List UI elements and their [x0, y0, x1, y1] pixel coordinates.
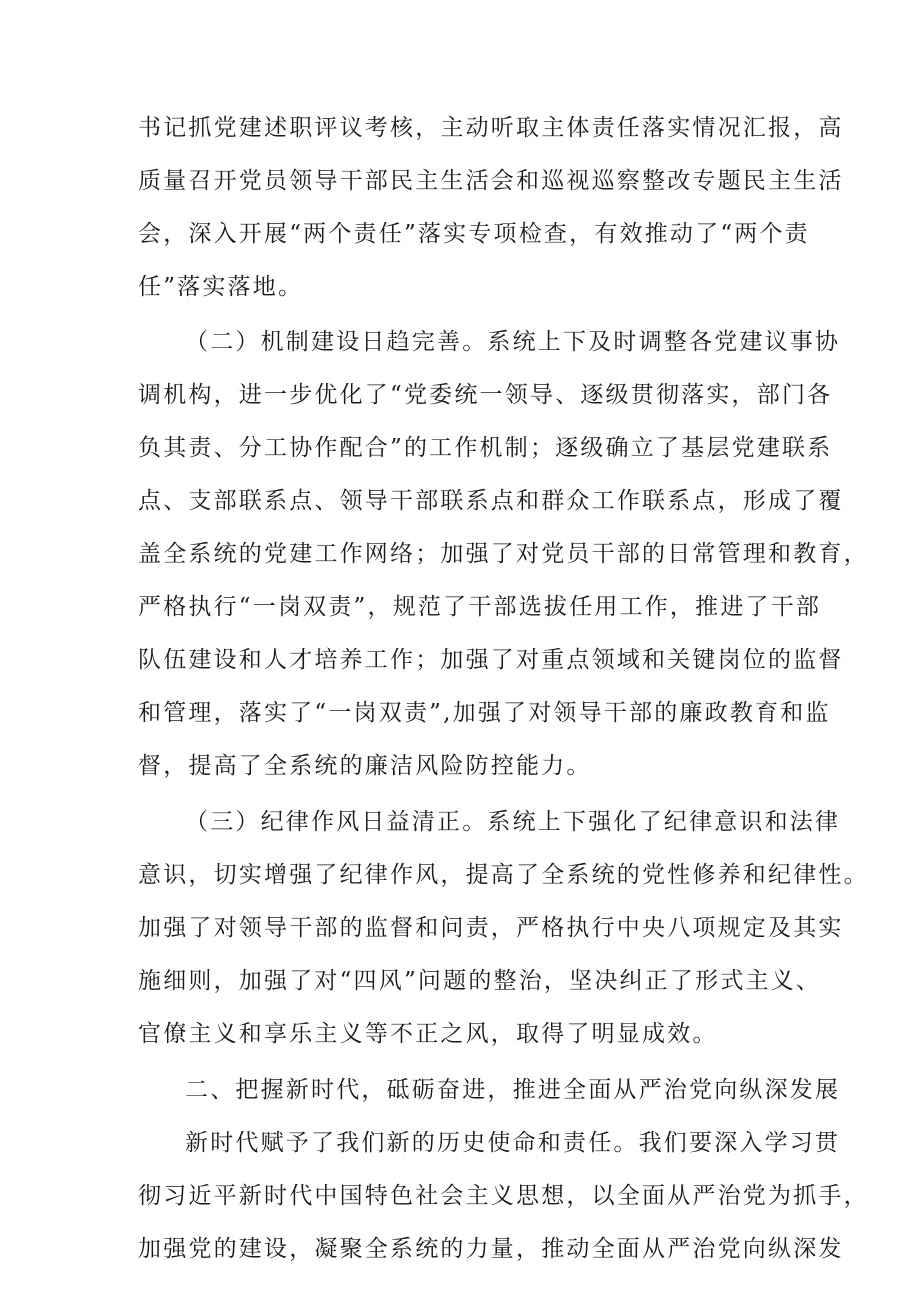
text-line: 意识，切实增强了纪律作风，提高了全系统的党性修养和纪律性。	[138, 862, 869, 888]
text-line: 新时代赋予了我们新的历史使命和责任。我们要深入学习贯	[185, 1130, 841, 1156]
text-line: 官僚主义和享乐主义等不正之风，取得了明显成效。	[138, 1021, 718, 1047]
text-line: 书记抓党建述职评议考核，主动听取主体责任落实情况汇报，高	[138, 115, 844, 141]
text-line: 加强了对领导干部的监督和问责，严格执行中央八项规定及其实	[138, 915, 844, 941]
text-line: 负其责、分工协作配合”的工作机制；逐级确立了基层党建联系	[138, 435, 833, 461]
text-line: 队伍建设和人才培养工作；加强了对重点领域和关键岗位的监督	[138, 647, 844, 673]
text-line: 质量召开党员领导干部民主生活会和巡视巡察整改专题民主生活	[138, 168, 844, 194]
text-line: 督，提高了全系统的廉洁风险防控能力。	[138, 753, 592, 779]
text-line: 任”落实落地。	[138, 274, 304, 300]
text-line: 会，深入开展“两个责任”落实专项检查，有效推动了“两个责	[138, 221, 810, 247]
text-line: 加强党的建设，凝聚全系统的力量，推动全面从严治党向纵深发	[138, 1236, 844, 1262]
text-line: 施细则，加强了对“四风”问题的整治，坚决纠正了形式主义、	[138, 968, 822, 994]
text-line: 严格执行“一岗双责”，规范了干部选拔任用工作，推进了干部	[138, 594, 822, 620]
text-line: 点、支部联系点、领导干部联系点和群众工作联系点，形成了覆	[138, 488, 844, 514]
text-line: 盖全系统的党建工作网络；加强了对党员干部的日常管理和教育，	[138, 541, 869, 567]
section-heading-line: （三）纪律作风日益清正。系统上下强化了纪律意识和法律	[185, 809, 841, 835]
chapter-heading-line: 二、把握新时代，砥砺奋进，推进全面从严治党向纵深发展	[185, 1077, 841, 1103]
text-line: 彻习近平新时代中国特色社会主义思想，以全面从严治党为抓手，	[138, 1183, 869, 1209]
text-line: 调机构，进一步优化了“党委统一领导、逐级贯彻落实，部门各	[138, 382, 833, 408]
section-heading-line: （二）机制建设日趋完善。系统上下及时调整各党建议事协	[185, 329, 841, 355]
text-line: 和管理，落实了“一岗双责”,加强了对领导干部的廉政教育和监	[138, 700, 831, 726]
